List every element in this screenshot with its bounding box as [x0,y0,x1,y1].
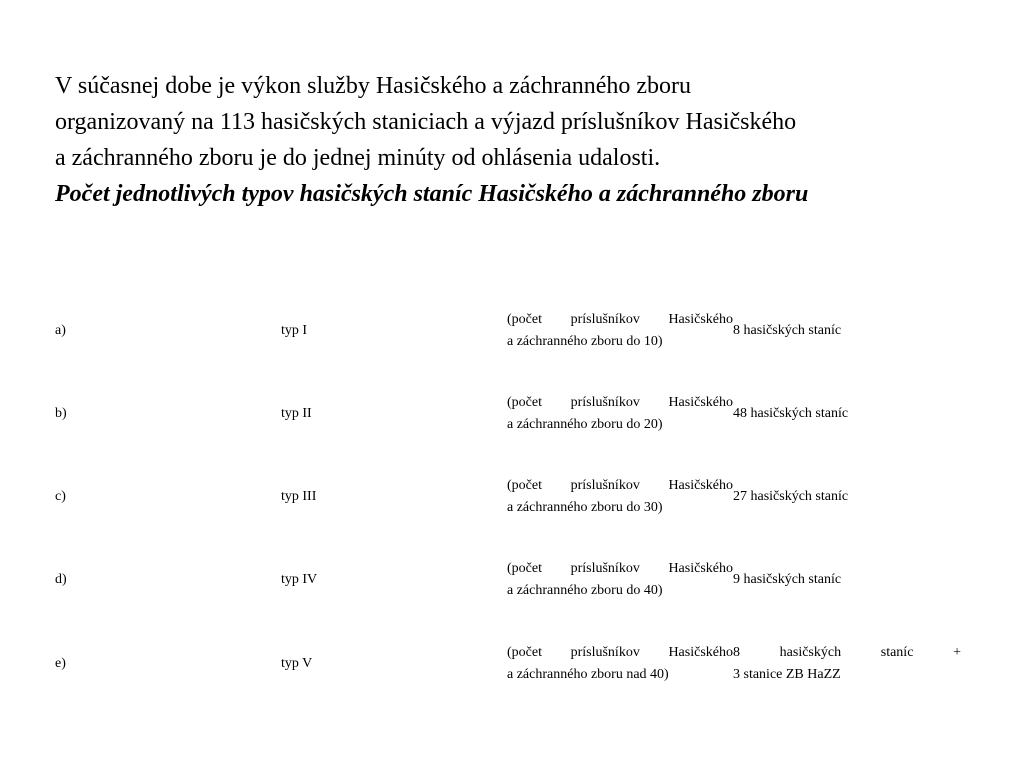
table-row [0,309,1024,353]
desc-word: príslušníkov [570,312,640,327]
desc-word: príslušníkov [570,478,640,493]
count-line-2: 3 stanice ZB HaZZ [733,667,841,682]
station-type: typ III [281,489,317,504]
table-row [0,392,1024,436]
table-row [0,475,1024,519]
staff-description [507,392,733,436]
station-type: typ V [281,656,313,671]
intro-line-1: V súčasnej dobe je výkon služby Hasičského a záchranného zboru [55,73,692,99]
table-row [0,642,1024,686]
count-word: 8 [733,645,740,660]
desc-line-2: a záchranného zboru do 30) [507,500,663,515]
station-type: typ IV [281,572,318,587]
staff-description [507,309,733,353]
desc-word: Hasičského [668,478,733,493]
row-letter: b) [55,406,67,421]
table-row [0,558,1024,602]
staff-description [507,475,733,519]
desc-word: Hasičského [668,312,733,327]
desc-word: príslušníkov [570,395,640,410]
row-letter: c) [55,489,66,504]
count-word: + [953,645,961,660]
table-title: Počet jednotlivých typov hasičských staníc Hasičského a záchranného zboru [55,181,809,207]
desc-word: (počet [507,561,542,576]
count-word: staníc [880,645,914,660]
desc-word: Hasičského [668,645,733,660]
desc-word: Hasičského [668,561,733,576]
station-count [733,642,961,686]
desc-word: (počet [507,312,542,327]
desc-line-2: a záchranného zboru do 40) [507,583,663,598]
count-word: hasičských [779,645,842,660]
desc-word: (počet [507,645,542,660]
station-count: 8 hasičských staníc [733,323,842,338]
row-letter: a) [55,323,66,338]
staff-description [507,558,733,602]
intro-line-3: a záchranného zboru je do jednej minúty od ohlásenia udalosti. [55,145,661,171]
desc-word: príslušníkov [570,645,640,660]
station-count: 27 hasičských staníc [733,489,849,504]
desc-word: Hasičského [668,395,733,410]
row-letter: d) [55,572,67,587]
desc-line-2: a záchranného zboru do 10) [507,334,663,349]
station-type: typ II [281,406,312,421]
desc-word: (počet [507,395,542,410]
desc-word: príslušníkov [570,561,640,576]
staff-description [507,642,733,686]
desc-line-2: a záchranného zboru nad 40) [507,667,669,682]
intro-line-2: organizovaný na 113 hasičských staniciach a výjazd príslušníkov Hasičského [55,109,797,135]
desc-word: (počet [507,478,542,493]
station-type: typ I [281,323,308,338]
station-count: 9 hasičských staníc [733,572,842,587]
desc-line-2: a záchranného zboru do 20) [507,417,663,432]
row-letter: e) [55,656,66,671]
station-count: 48 hasičských staníc [733,406,849,421]
